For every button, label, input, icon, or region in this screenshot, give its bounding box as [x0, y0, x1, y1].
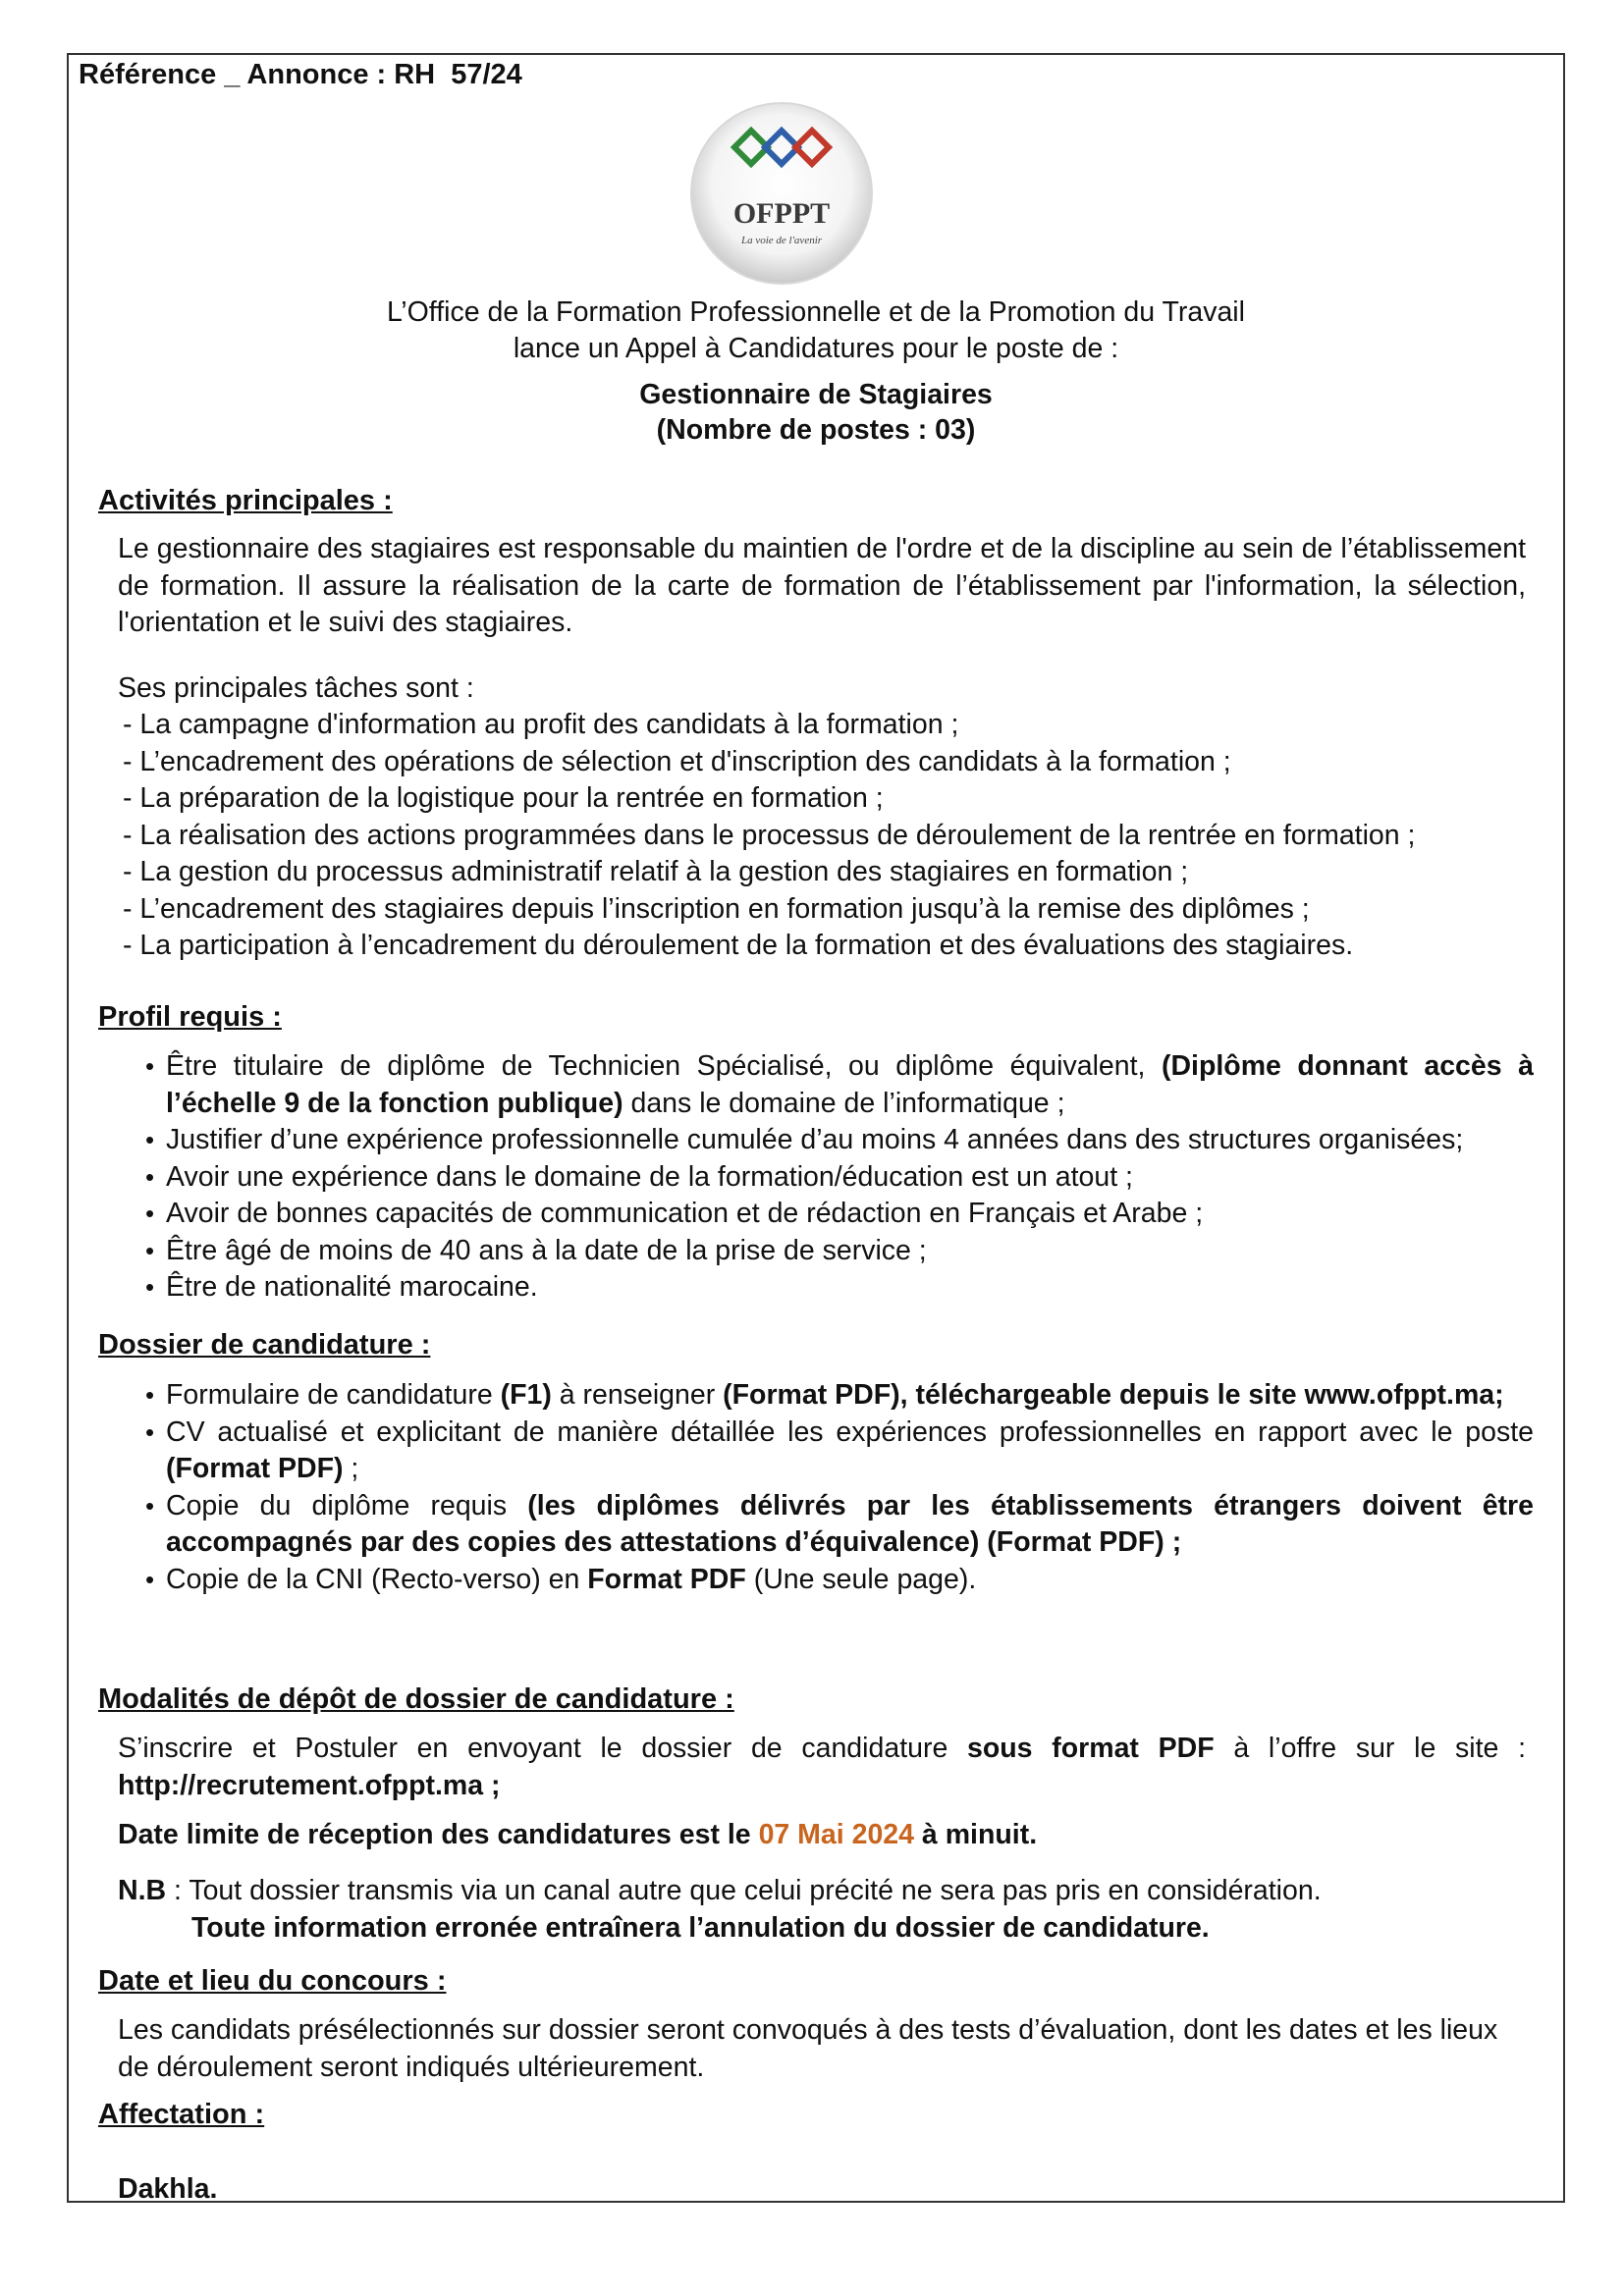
announcement-frame: [67, 53, 1565, 2203]
deadline-date: 07 Mai 2024: [758, 1819, 915, 1850]
ofppt-logo: [684, 100, 879, 287]
list-item: • Justifier d’une expérience professionnelle cumulée d’au moins 4 années dans des structures organisées;: [145, 1122, 1534, 1159]
nb-note: N.B : Tout dossier transmis via un canal autre que celui précité ne sera pas pris en considération. Toute information erronée entraînera l’annulation du dossier de candidature.: [118, 1875, 1322, 1944]
logo-name: OFPPT: [732, 197, 831, 230]
list-item: • Avoir de bonnes capacités de communication et de rédaction en Français et Arabe ;: [145, 1196, 1534, 1233]
list-item: - La gestion du processus administratif relatif à la gestion des stagiaires en formation ;: [123, 856, 1189, 887]
contest-text: Les candidats présélectionnés sur dossier seront convoqués à des tests d’évaluation, dont les dates et les lieux de déroulement seront indiqués ultérieurement.: [118, 2014, 1498, 2083]
list-item: - L’encadrement des stagiaires depuis l’inscription en formation jusqu’à la remise des diplômes ;: [123, 892, 1310, 925]
modalities-heading: Modalités de dépôt de dossier de candidature :: [98, 1683, 734, 1715]
intro-line-2: lance un Appel à Candidatures pour le poste de :: [513, 333, 1119, 364]
list-item: - La campagne d'information au profit des candidats à la formation ;: [123, 709, 959, 740]
list-item: - La participation à l’encadrement du déroulement de la formation et des évaluations des stagiaires.: [123, 930, 1354, 961]
list-item: • CV actualisé et explicitant de manière détaillée les expériences professionnelles en rapport avec le poste (Format PDF) ;: [145, 1415, 1534, 1488]
assignment-heading: Affectation :: [98, 2099, 265, 2130]
list-item: - La préparation de la logistique pour la rentrée en formation ;: [123, 782, 884, 814]
list-item: • Copie du diplôme requis (les diplômes délivrés par les établissements étrangers doivent être accompagnés par des copies des attestations d’équivalence) (Format PDF) ;: [145, 1488, 1534, 1562]
reference-label: Référence _ Annonce : RH 57/24: [79, 59, 522, 90]
contest-heading: Date et lieu du concours :: [98, 1965, 447, 1997]
activities-heading: Activités principales :: [98, 485, 393, 516]
list-item: • Être titulaire de diplôme de Technicien Spécialisé, ou diplôme équivalent, (Diplôme donnant accès à l’échelle 9 de la fonction publique) dans le domaine de l’informatique ;: [145, 1048, 1534, 1122]
recruitment-site-link[interactable]: http://recrutement.ofppt.ma ;: [118, 1769, 501, 1801]
intro-line-1: L’Office de la Formation Professionnelle et de la Promotion du Travail: [387, 296, 1245, 328]
position-count: (Nombre de postes : 03): [656, 414, 976, 446]
list-item: • Avoir une expérience dans le domaine de la formation/éducation est un atout ;: [145, 1159, 1534, 1197]
list-item: • Copie de la CNI (Recto-verso) en Format PDF (Une seule page).: [145, 1562, 1534, 1599]
list-item: • Être âgé de moins de 40 ans à la date de la prise de service ;: [145, 1233, 1534, 1270]
logo-tagline: La voie de l'avenir: [740, 235, 823, 246]
profile-list: [145, 1048, 1534, 1307]
list-item: • Formulaire de candidature (F1) à renseigner (Format PDF), téléchargeable depuis le site www.ofppt.ma;: [145, 1377, 1534, 1415]
tasks-intro: Ses principales tâches sont :: [118, 672, 474, 704]
modalities-text: S’inscrire et Postuler en envoyant le dossier de candidature sous format PDF à l’offre sur le site : http://recrutement.ofppt.ma ;: [118, 1733, 1526, 1801]
dossier-list: [145, 1377, 1534, 1598]
activities-description: Le gestionnaire des stagiaires est responsable du maintien de l'ordre et de la discipline au sein de l’établissement de formation. Il assure la réalisation de la carte de formation de l’établissement par l'information, la sélection, l'orientation et le suivi des stagiaires.: [118, 533, 1526, 638]
list-item: - L’encadrement des opérations de sélection et d'inscription des candidats à la formation ;: [123, 745, 1231, 777]
tasks-list: [123, 707, 1537, 965]
position-title: Gestionnaire de Stagiaires: [639, 379, 993, 410]
deadline-text: Date limite de réception des candidatures est le 07 Mai 2024 à minuit.: [118, 1819, 1038, 1850]
list-item: • Être de nationalité marocaine.: [145, 1269, 1534, 1307]
profile-heading: Profil requis :: [98, 1001, 282, 1033]
list-item: - La réalisation des actions programmées dans le processus de déroulement de la rentrée en formation ;: [123, 819, 1416, 851]
assignment-city: Dakhla.: [118, 2173, 218, 2205]
dossier-heading: Dossier de candidature :: [98, 1329, 431, 1361]
